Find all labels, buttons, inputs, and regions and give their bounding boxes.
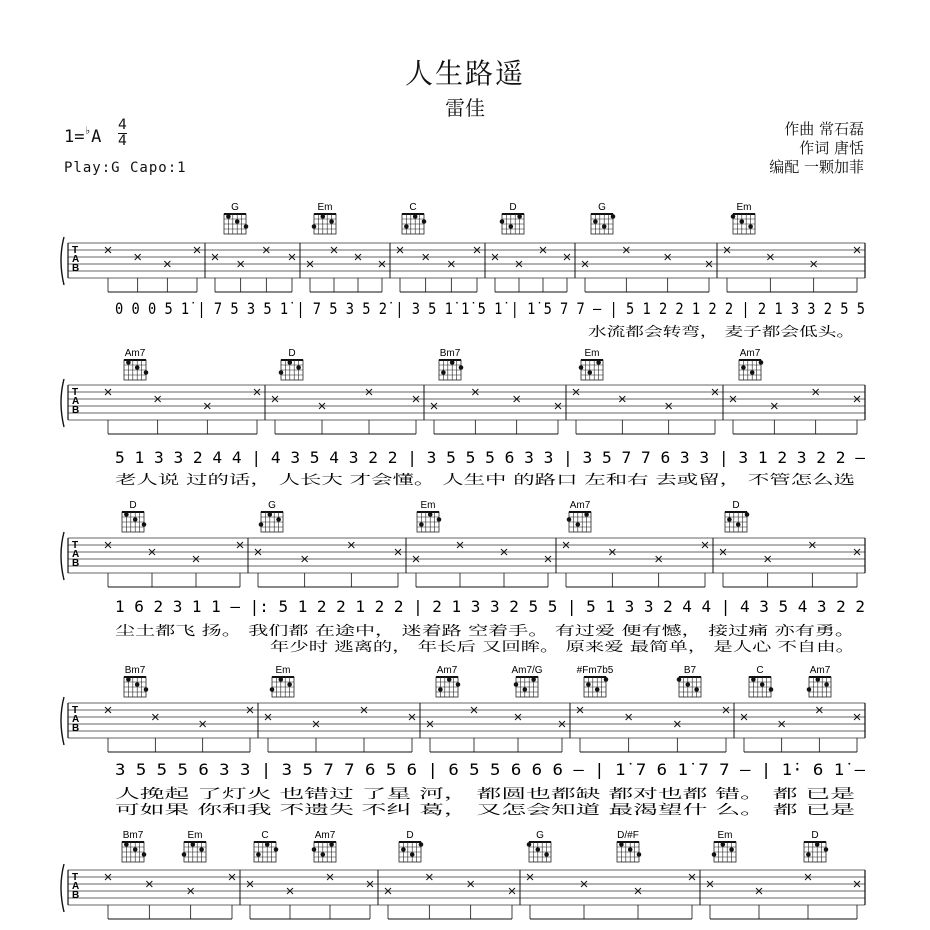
chord-dot xyxy=(401,847,406,852)
chord-name: G xyxy=(268,500,276,511)
chord-dot xyxy=(727,517,732,522)
tab-clef: T xyxy=(72,705,79,716)
chord-name: Am7 xyxy=(314,830,336,841)
chord-dot xyxy=(124,512,129,517)
chord-dot xyxy=(422,219,427,224)
chord-dot xyxy=(226,214,231,219)
chord-dot xyxy=(287,682,292,687)
chord-dot xyxy=(596,360,601,365)
chord-dot xyxy=(586,682,591,687)
tab-clef: A xyxy=(72,881,80,892)
numbered-notation: 3 5 5 5 6 3 3 | 3 5 7 7 6 5 6 | 6 5 5 6 6 6 – | 1̇ 7 6 1̇ 7 7 – | 1̇· 6 1̇ – xyxy=(115,760,866,779)
chord-dot xyxy=(544,852,549,857)
chord-dot xyxy=(441,370,446,375)
chord-dot xyxy=(419,842,424,847)
system-brace xyxy=(61,237,64,285)
tab-clef: B xyxy=(72,263,80,274)
chord-name: Bm7 xyxy=(124,665,146,676)
tab-clef: A xyxy=(72,254,80,265)
chord-name: G xyxy=(231,202,239,213)
tab-clef: A xyxy=(72,396,80,407)
lyric-line-1: 水流都会转弯， 麦子都会低头。 xyxy=(588,325,775,340)
chord-dot xyxy=(740,219,745,224)
chord-dot xyxy=(584,512,589,517)
chord-dot xyxy=(593,219,598,224)
chord-dot xyxy=(329,219,334,224)
lyric-line-1: 老人说 过的话， 人长大 才会懂。 人生中 的路口 左和右 去或留， 不管怎么选 xyxy=(115,473,565,488)
chord-dot xyxy=(750,370,755,375)
key-prefix: 1= xyxy=(64,127,85,147)
chord-dot xyxy=(816,677,821,682)
numbered-notation: 5 1 3 3 2 4 4 | 4 3 5 4 3 2 2 | 3 5 5 5 6 3 3 | 3 5 7 7 6 3 3 | 3 1 2 3 2 2 – xyxy=(115,448,866,467)
lyric-line-1: 尘土都飞 扬。 我们都 在途中， 迷着路 空着手。 有过爱 便有憾， 接过痛 亦有勇。 xyxy=(115,624,595,639)
chord-dot xyxy=(276,517,281,522)
chord-dot xyxy=(235,219,240,224)
chord-dot xyxy=(413,214,418,219)
chord-dot xyxy=(404,224,409,229)
chord-name: D xyxy=(406,830,414,841)
chord-name: C xyxy=(261,830,269,841)
chord-dot xyxy=(135,682,140,687)
chord-dot xyxy=(807,687,812,692)
chord-name: C xyxy=(409,202,417,213)
chord-dot xyxy=(456,682,461,687)
chord-dot xyxy=(677,677,682,682)
chord-name: G xyxy=(536,830,544,841)
chord-dot xyxy=(244,224,249,229)
chord-name: D xyxy=(732,500,740,511)
chord-dot xyxy=(517,214,522,219)
chord-dot xyxy=(191,842,196,847)
chord-dot xyxy=(437,517,442,522)
chord-dot xyxy=(268,512,273,517)
chord-name: Em xyxy=(187,830,203,841)
tab-clef: A xyxy=(72,549,80,560)
chord-dot xyxy=(124,842,129,847)
chord-dot xyxy=(741,365,746,370)
chord-dot xyxy=(447,677,452,682)
tab-clef: A xyxy=(72,714,80,725)
chord-dot xyxy=(126,360,131,365)
chord-dot xyxy=(199,847,204,852)
chord-dot xyxy=(731,214,736,219)
chord-dot xyxy=(527,842,532,847)
flat-symbol: ♭ xyxy=(84,124,92,137)
chord-dot xyxy=(256,852,261,857)
numbered-notation: 0 0 0 5 1̇ | 7 5 3 5 1̇ | 7 5 3 5 2̇ | 3 5 1̇ 1̇ 5 1̇ | 1̇ 5 7 7 – | 5 1 2 2 1 2 2 | 2 1 3 3 2 5 5 xyxy=(115,299,865,318)
lyric-line-1: 人挽起 了灯火 也错过 了星 河， 都圆也都缺 都对也都 错。 都 已是 xyxy=(115,787,504,802)
chord-dot xyxy=(769,687,774,692)
chord-dot xyxy=(637,852,642,857)
chord-name: Am7/G xyxy=(511,665,543,676)
chord-name: Bm7 xyxy=(122,830,144,841)
chord-dot xyxy=(321,214,326,219)
chord-dot xyxy=(133,517,138,522)
chord-dot xyxy=(619,842,624,847)
chord-dot xyxy=(745,512,750,517)
numbered-notation: 1 6 2 3 1 1 – |: 5 1 2 2 1 2 2 | 2 1 3 3 2 5 5 | 5 1 3 3 2 4 4 | 4 3 5 4 3 2 2 xyxy=(115,597,865,616)
chord-dot xyxy=(329,842,334,847)
tab-clef: B xyxy=(72,558,80,569)
chord-name: Em xyxy=(736,202,752,213)
chord-dot xyxy=(576,522,581,527)
chord-name: Bm7 xyxy=(439,348,461,359)
chord-dot xyxy=(274,847,279,852)
tab-clef: T xyxy=(72,387,79,398)
chord-dot xyxy=(144,370,149,375)
tab-clef: T xyxy=(72,872,79,883)
chord-dot xyxy=(438,687,443,692)
chord-name: Em xyxy=(420,500,436,511)
chord-name: Am7 xyxy=(569,500,591,511)
chord-dot xyxy=(312,224,317,229)
arranger-credit: 编配 一颗加菲 xyxy=(769,158,864,176)
chord-name: D xyxy=(129,500,137,511)
chord-name: Am7 xyxy=(436,665,458,676)
chord-name: Em xyxy=(275,665,291,676)
chord-name: Em xyxy=(584,348,600,359)
chord-dot xyxy=(279,370,284,375)
chord-dot xyxy=(144,687,149,692)
chord-dot xyxy=(694,687,699,692)
chord-dot xyxy=(265,842,270,847)
chord-name: D xyxy=(811,830,819,841)
chord-dot xyxy=(514,682,519,687)
tab-clef: B xyxy=(72,890,80,901)
chord-name: D xyxy=(509,202,517,213)
chord-name: C xyxy=(756,665,764,676)
key-note: A xyxy=(91,127,102,147)
chord-dot xyxy=(721,842,726,847)
chord-dot xyxy=(428,512,433,517)
system-brace xyxy=(61,532,64,580)
chord-dot xyxy=(824,847,829,852)
chord-dot xyxy=(312,847,317,852)
time-top: 4 xyxy=(118,117,127,133)
song-title: 人生路遥 xyxy=(404,57,525,90)
system-brace xyxy=(61,379,64,427)
chord-dot xyxy=(523,687,528,692)
chord-dot xyxy=(595,687,600,692)
chord-name: D/#F xyxy=(617,830,639,841)
chord-name: Em xyxy=(317,202,333,213)
chord-dot xyxy=(531,677,536,682)
chord-dot xyxy=(126,677,131,682)
chord-dot xyxy=(686,682,691,687)
system-brace xyxy=(61,697,64,745)
tab-clef: T xyxy=(72,245,79,256)
chord-dot xyxy=(459,365,464,370)
chord-dot xyxy=(815,842,820,847)
chord-name: #Fm7b5 xyxy=(576,665,614,676)
lyricist-credit: 作词 唐恬 xyxy=(799,139,864,157)
chord-dot xyxy=(419,522,424,527)
chord-dot xyxy=(288,360,293,365)
chord-dot xyxy=(628,847,633,852)
chord-dot xyxy=(748,224,753,229)
tab-clef: B xyxy=(72,405,80,416)
chord-dot xyxy=(602,224,607,229)
lyric-line-2: 可如果 你和我 不遗失 不纠 葛， 又怎会知道 最渴望什 么。 都 已是 xyxy=(115,803,504,818)
chord-name: Am7 xyxy=(809,665,831,676)
chord-dot xyxy=(759,360,764,365)
chord-dot xyxy=(279,677,284,682)
tab-clef: T xyxy=(72,540,79,551)
chord-dot xyxy=(806,852,811,857)
chord-dot xyxy=(729,847,734,852)
chord-name: G xyxy=(598,202,606,213)
chord-dot xyxy=(751,677,756,682)
chord-dot xyxy=(182,852,187,857)
chord-dot xyxy=(296,365,301,370)
chord-dot xyxy=(736,522,741,527)
chord-dot xyxy=(604,677,609,682)
chord-dot xyxy=(611,214,616,219)
chord-dot xyxy=(536,847,541,852)
chord-dot xyxy=(567,517,572,522)
chord-dot xyxy=(509,224,514,229)
chord-dot xyxy=(321,852,326,857)
chord-name: Am7 xyxy=(739,348,761,359)
chord-dot xyxy=(579,365,584,370)
chord-dot xyxy=(142,852,147,857)
composer-credit: 作曲 常石磊 xyxy=(784,120,864,138)
chord-name: D xyxy=(288,348,296,359)
chord-name: Am7 xyxy=(124,348,146,359)
chord-dot xyxy=(133,847,138,852)
chord-dot xyxy=(270,687,275,692)
chord-name: Em xyxy=(717,830,733,841)
chord-dot xyxy=(588,370,593,375)
chord-dot xyxy=(712,852,717,857)
chord-dot xyxy=(410,852,415,857)
play-capo-info: Play:G Capo:1 xyxy=(64,160,187,176)
artist-name: 雷佳 xyxy=(445,96,485,120)
chord-dot xyxy=(259,522,264,527)
chord-dot xyxy=(760,682,765,687)
tab-clef: B xyxy=(72,723,80,734)
chord-dot xyxy=(450,360,455,365)
time-bottom: 4 xyxy=(118,133,127,149)
chord-dot xyxy=(824,682,829,687)
chord-dot xyxy=(142,522,147,527)
system-brace xyxy=(61,864,64,912)
lyric-line-2: 年少时 逃离的， 年长后 又回眸。 原来爱 最简单， 是人心 不自由。 xyxy=(270,640,663,655)
chord-dot xyxy=(135,365,140,370)
chord-dot xyxy=(500,219,505,224)
chord-name: B7 xyxy=(683,665,697,676)
